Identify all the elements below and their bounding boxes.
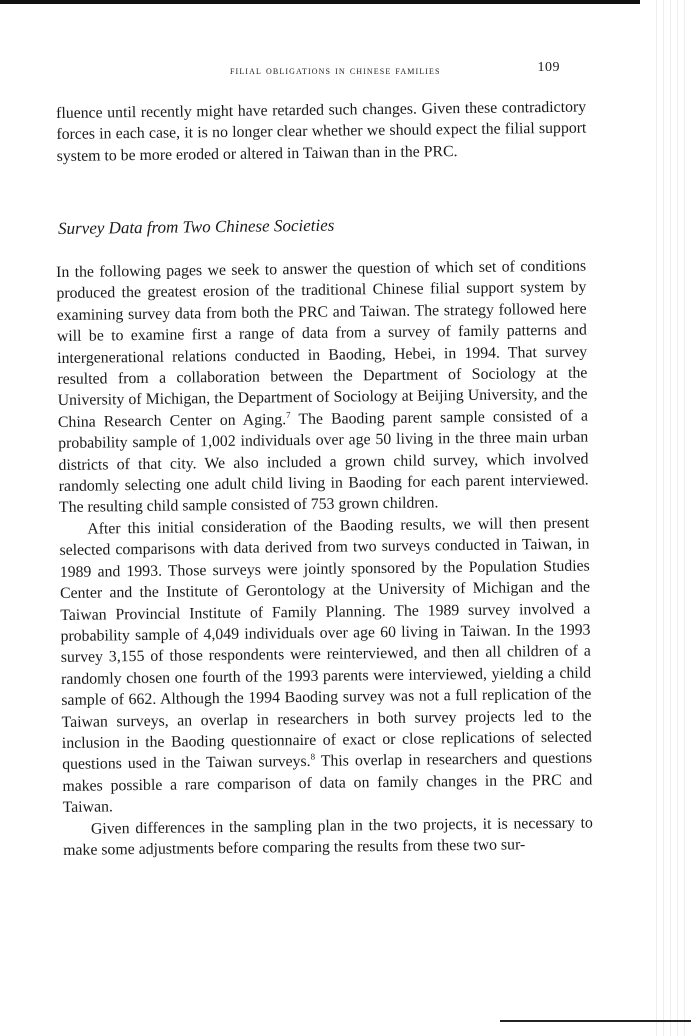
section-heading: Survey Data from Two Chinese Societies — [58, 215, 335, 238]
page-number: 109 — [537, 60, 560, 75]
paragraph-text: This overlap in researchers and questions makes possible a rare comparison of data on family changes in the PRC and Taiwan. — [62, 749, 593, 817]
paragraph — [56, 256, 589, 519]
paragraph-text: After this initial consideration of the Baoding results, we will then present selected comparisons with data derived from two surveys conducted in Taiwan, in 1989 and 1993. Those surveys were jointly sponsored by the Population Studies Center and the Institute of Gerontology at the University of Michigan and the Taiwan Provincial Institute of Family Planning. The 1989 survey involved a probability sample of 4,049 individuals over age 60 living in Taiwan. In the 1993 survey 3,155 of those respondents were reinterviewed, and then all children of a randomly chosen one fourth of the 1993 parents were interviewed, yielding a child sample of 662. Although the 1994 Baoding survey was not a full replication of the Taiwan surveys, an overlap in researchers in both survey projects led to the inclusion in the Baoding questionnaire of exact or close replications of selected questions used in the Taiwan surveys. — [59, 514, 592, 774]
continued-paragraph — [56, 97, 587, 168]
footnote-marker: 7 — [286, 409, 291, 420]
top-edge-rule — [0, 0, 640, 4]
body-text — [56, 256, 593, 862]
page-edge-shadow — [653, 0, 691, 1036]
running-head-title: filial obligations in chinese families — [230, 63, 441, 77]
bottom-edge-rule — [500, 1020, 691, 1022]
paragraph-text: The Baoding parent sample consisted of a probability sample of 1,002 individuals over age 50 living in the three main urban districts of that city. We also included a grown child survey, which involved randomly selecting one adult child living in Baoding for each parent interviewed. The resulting child sample consisted of 753 grown children. — [58, 407, 589, 517]
paragraph-text: In the following pages we seek to answer the question of which set of conditions produced the greatest erosion of the traditional Chinese filial support system by examining survey data from both the PRC and Taiwan. The strategy followed here will be to examine first a range of data from a survey of family patterns and intergenerational relations conducted in Baoding, Hebei, in 1994. That survey resulted from a collaboration between the Department of Sociology at the University of Michigan, the Department of Sociology at Beijing University, and the China Research Center on Aging. — [56, 257, 588, 431]
paragraph — [59, 512, 593, 818]
paragraph-text: Given differences in the sampling plan in the two projects, it is necessary to make some adjustments before comparing the results from these two sur- — [63, 814, 593, 859]
paragraph-text: fluence until recently might have retarded such changes. Given these contradictory forces in each case, it is no longer clear whether we should expect the filial support system to be more eroded or altered in Taiwan than in the PRC. — [56, 98, 587, 165]
paragraph — [63, 812, 593, 861]
footnote-marker: 8 — [310, 751, 316, 763]
